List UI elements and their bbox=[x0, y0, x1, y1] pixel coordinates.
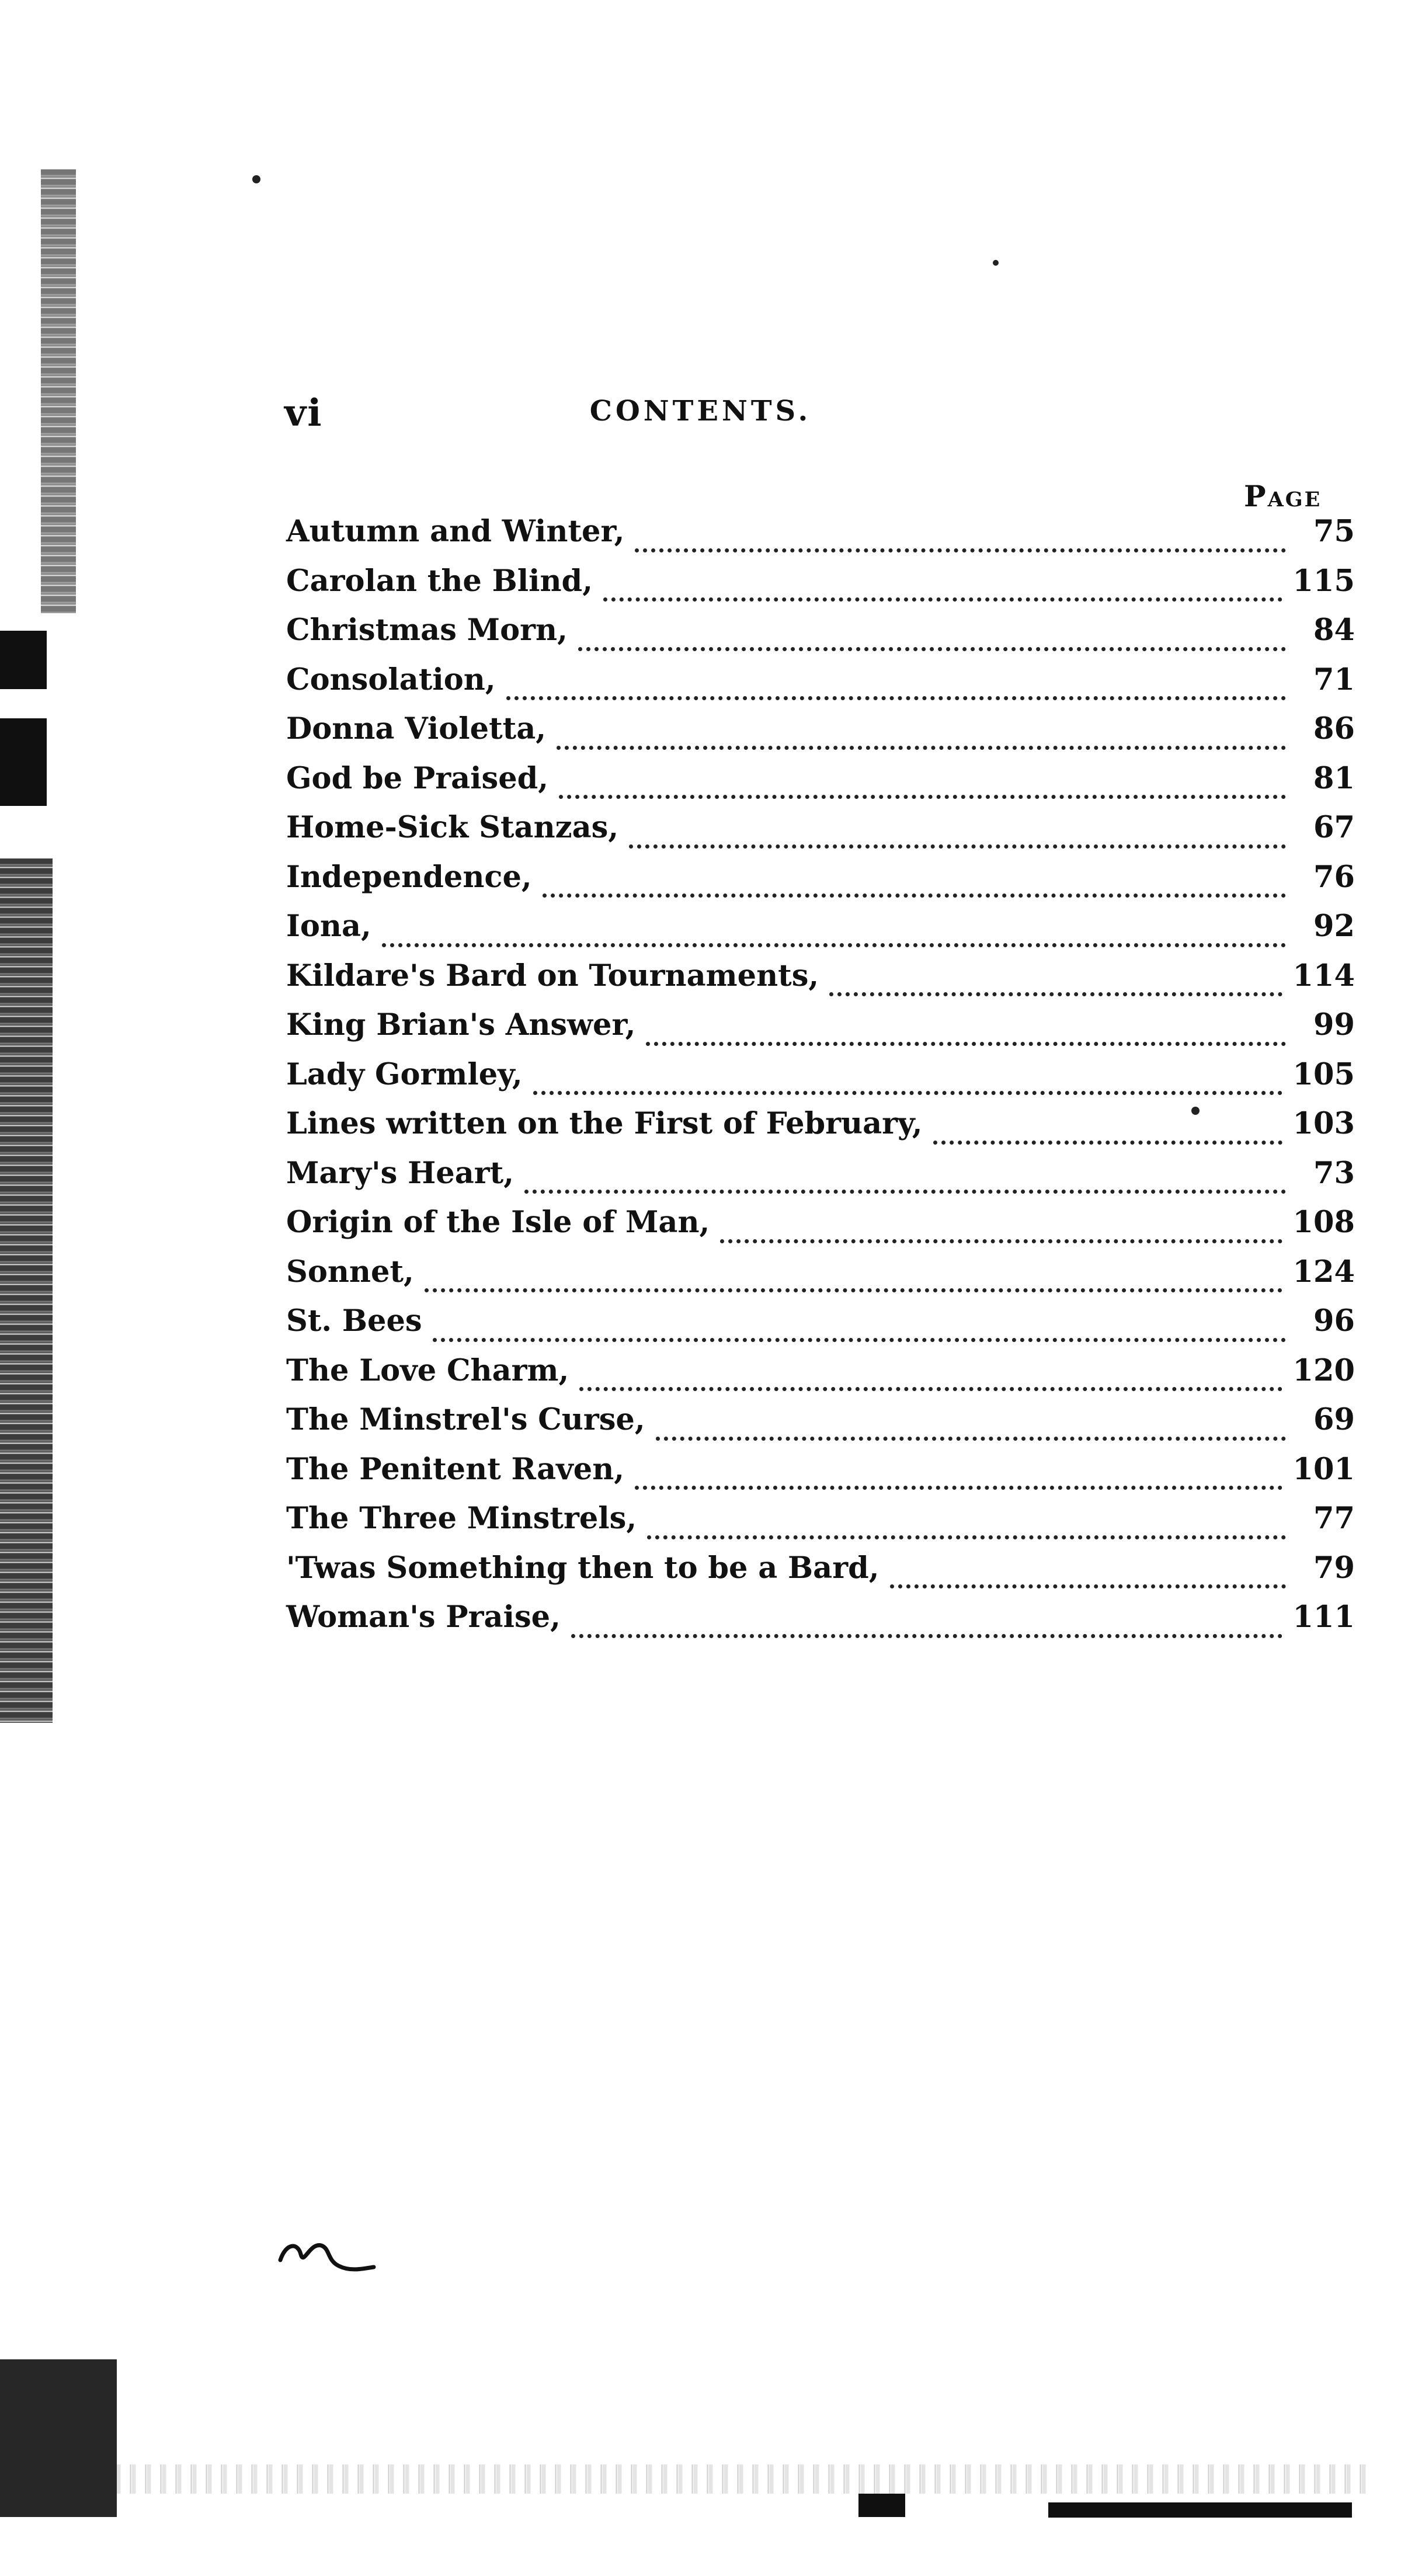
toc-entry-page: 108 bbox=[1292, 1205, 1355, 1240]
page-column-heading: Page bbox=[1244, 479, 1322, 513]
toc-entry-title: King Brian's Answer, bbox=[286, 1007, 636, 1042]
toc-entry-title: Mary's Heart, bbox=[286, 1155, 514, 1191]
toc-entry-title: Autumn and Winter, bbox=[286, 514, 625, 549]
dot-leader bbox=[656, 1434, 1286, 1441]
toc-entry-page: 79 bbox=[1313, 1550, 1355, 1586]
dot-leader bbox=[646, 1040, 1286, 1046]
toc-entry bbox=[286, 1007, 1355, 1057]
dot-leader bbox=[720, 1237, 1282, 1243]
scan-edge-noise bbox=[41, 169, 76, 613]
toc-entry-title: Independence, bbox=[286, 859, 532, 895]
toc-entry-page: 99 bbox=[1313, 1007, 1355, 1042]
toc-entry-page: 75 bbox=[1313, 514, 1355, 549]
toc-entry-title: The Love Charm, bbox=[286, 1353, 569, 1388]
toc-entry-page: 71 bbox=[1313, 662, 1355, 697]
dot-leader bbox=[629, 842, 1286, 849]
dot-leader bbox=[543, 891, 1286, 898]
toc-entry bbox=[286, 1303, 1355, 1353]
toc-entry-page: 114 bbox=[1292, 958, 1355, 993]
toc-entry bbox=[286, 514, 1355, 564]
toc-entry-page: 115 bbox=[1292, 563, 1355, 599]
dot-leader bbox=[382, 941, 1286, 947]
table-of-contents bbox=[286, 514, 1355, 1649]
toc-entry-page: 67 bbox=[1313, 810, 1355, 845]
toc-entry bbox=[286, 958, 1355, 1008]
toc-entry-title: The Three Minstrels, bbox=[286, 1501, 637, 1536]
toc-entry-title: Woman's Praise, bbox=[286, 1600, 561, 1635]
dot-leader bbox=[579, 1385, 1282, 1391]
toc-entry-page: 96 bbox=[1313, 1303, 1355, 1339]
toc-entry-page: 101 bbox=[1292, 1451, 1355, 1487]
toc-entry bbox=[286, 1600, 1355, 1649]
toc-entry-title: Home-Sick Stanzas, bbox=[286, 810, 619, 845]
toc-entry bbox=[286, 1353, 1355, 1403]
toc-entry-title: Iona, bbox=[286, 909, 371, 944]
toc-entry-title: Sonnet, bbox=[286, 1254, 414, 1289]
toc-entry-title: The Penitent Raven, bbox=[286, 1451, 625, 1487]
toc-entry bbox=[286, 860, 1355, 909]
toc-entry-page: 77 bbox=[1313, 1501, 1355, 1536]
scan-bottom-mark bbox=[1048, 2502, 1352, 2518]
page-number: vi bbox=[284, 391, 323, 435]
toc-entry-title: Lines written on the First of February, bbox=[286, 1106, 923, 1141]
toc-entry bbox=[286, 711, 1355, 761]
dot-leader bbox=[524, 1187, 1286, 1194]
toc-entry-title: Consolation, bbox=[286, 662, 496, 697]
dot-leader bbox=[559, 792, 1286, 799]
toc-entry-title: God be Praised, bbox=[286, 760, 549, 796]
toc-entry-page: 73 bbox=[1313, 1155, 1355, 1191]
dot-leader bbox=[635, 1483, 1282, 1490]
toc-entry-title: Origin of the Isle of Man, bbox=[286, 1205, 710, 1240]
dot-leader bbox=[635, 546, 1286, 552]
scan-bottom-noise bbox=[117, 2464, 1372, 2494]
toc-entry-page: 103 bbox=[1292, 1106, 1355, 1141]
toc-entry-page: 124 bbox=[1292, 1254, 1355, 1289]
scan-edge-mark bbox=[0, 631, 47, 689]
scan-bottom-mark bbox=[858, 2494, 905, 2517]
toc-entry-title: The Minstrel's Curse, bbox=[286, 1402, 645, 1437]
toc-entry bbox=[286, 1057, 1355, 1107]
toc-entry bbox=[286, 1106, 1355, 1156]
toc-entry bbox=[286, 1452, 1355, 1501]
toc-entry-title: Donna Violetta, bbox=[286, 711, 547, 746]
toc-entry bbox=[286, 564, 1355, 613]
toc-entry-title: St. Bees bbox=[286, 1303, 422, 1339]
toc-entry bbox=[286, 1254, 1355, 1304]
toc-entry-page: 86 bbox=[1313, 711, 1355, 746]
scan-speck bbox=[993, 260, 999, 266]
toc-entry-title: Kildare's Bard on Tournaments, bbox=[286, 958, 819, 993]
toc-entry bbox=[286, 1501, 1355, 1551]
scan-speck bbox=[252, 175, 260, 183]
dot-leader bbox=[578, 645, 1286, 651]
toc-entry bbox=[286, 1402, 1355, 1452]
dot-leader bbox=[647, 1533, 1286, 1539]
toc-entry-title: Lady Gormley, bbox=[286, 1056, 523, 1092]
toc-entry bbox=[286, 909, 1355, 958]
dot-leader bbox=[433, 1336, 1286, 1342]
dot-leader bbox=[829, 990, 1282, 996]
dot-leader bbox=[557, 743, 1286, 750]
toc-entry-page: 120 bbox=[1292, 1353, 1355, 1388]
toc-entry-title: 'Twas Something then to be a Bard, bbox=[286, 1550, 879, 1586]
dot-leader bbox=[506, 694, 1286, 700]
toc-entry-title: Carolan the Blind, bbox=[286, 563, 593, 599]
scan-edge-mark bbox=[0, 718, 47, 806]
toc-entry-page: 92 bbox=[1313, 909, 1355, 944]
toc-entry-page: 111 bbox=[1292, 1600, 1355, 1635]
dot-leader bbox=[603, 595, 1282, 602]
toc-entry-title: Christmas Morn, bbox=[286, 613, 568, 648]
scan-edge-noise bbox=[0, 858, 53, 1723]
toc-entry bbox=[286, 761, 1355, 811]
toc-entry-page: 105 bbox=[1292, 1056, 1355, 1092]
toc-entry bbox=[286, 613, 1355, 662]
toc-entry bbox=[286, 1156, 1355, 1205]
dot-leader bbox=[571, 1632, 1282, 1638]
toc-entry-page: 81 bbox=[1313, 760, 1355, 796]
toc-entry bbox=[286, 1551, 1355, 1600]
toc-entry bbox=[286, 810, 1355, 860]
pen-mark bbox=[274, 2225, 380, 2278]
dot-leader bbox=[933, 1138, 1282, 1145]
dot-leader bbox=[533, 1089, 1282, 1095]
page-title: CONTENTS. bbox=[589, 395, 812, 427]
toc-entry bbox=[286, 662, 1355, 712]
toc-entry-page: 84 bbox=[1313, 613, 1355, 648]
scan-edge-mark bbox=[0, 2359, 117, 2517]
toc-entry-page: 69 bbox=[1313, 1402, 1355, 1437]
toc-entry-page: 76 bbox=[1313, 859, 1355, 895]
toc-entry bbox=[286, 1205, 1355, 1254]
dot-leader bbox=[425, 1286, 1282, 1292]
dot-leader bbox=[890, 1582, 1287, 1588]
